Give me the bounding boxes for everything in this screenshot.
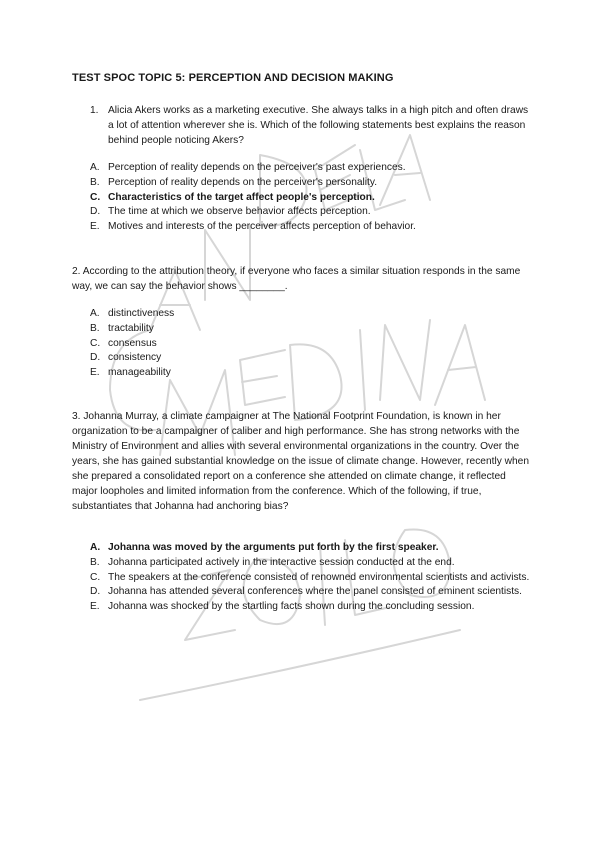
question-text: Alicia Akers works as a marketing executive. She always talks in a high pitch and often draws a lot of attention wherever she is. Which of the following statements best explains the reason behind people noticing Akers? <box>108 105 529 146</box>
option-e: E. Motives and interests of the perceiver affects perception of behavior. <box>90 221 416 233</box>
option-c: C. The speakers at the conference consisted of renowned environmental scientists and activists. <box>90 571 530 583</box>
page-title: TEST SPOC TOPIC 5: PERCEPTION AND DECISION MAKING <box>72 72 394 84</box>
option-d: D. Johanna has attended several conferences where the panel consisted of eminent scientists. <box>90 586 522 598</box>
option-b: B. Perception of reality depends on the perceiver's personality. <box>90 176 378 188</box>
option-a: A. Perception of reality depends on the perceiver's past experiences. <box>90 162 406 173</box>
question-2-text: 2. According to the attribution theory, if everyone who faces a similar situation responds in the same way, we can say the behavior shows ________. <box>72 266 521 292</box>
question-1-options <box>90 161 530 235</box>
option-c: C. consensus <box>90 337 157 349</box>
option-c-answer: C. Characteristics of the target affect people's perception. <box>90 191 375 203</box>
option-e: E. Johanna was shocked by the startling facts shown during the concluding session. <box>90 601 475 613</box>
option-b: B. tractability <box>90 322 154 334</box>
option-a-answer: A. Johanna was moved by the arguments put forth by the first speaker. <box>90 542 439 553</box>
option-b: B. Johanna participated actively in the interactive session conducted at the end. <box>90 556 455 568</box>
question-3-options <box>90 541 530 615</box>
question-3-text: 3. Johanna Murray, a climate campaigner at The National Footprint Foundation, is known in her organization to be a campaigner of caliber and high performance. She has strong networks with the Ministry of Environment and allies with several environmental organizations in the country. Over the years, she has gained substantial knowledge on the issue of climate change. However, recently when she prepared a consolidated report on a conference she attended on climate change, it reflected major loopholes and limited information from the conference. Which of the following, if true, substantiates that Johanna had anchoring bias? <box>72 411 530 512</box>
option-d: D. The time at which we observe behavior affects perception. <box>90 206 371 218</box>
option-d: D. consistency <box>90 352 162 364</box>
option-a: A. distinctiveness <box>90 308 175 319</box>
option-e: E. manageability <box>90 367 171 379</box>
question-2-options <box>90 307 530 381</box>
question-1 <box>90 103 530 148</box>
question-number: 1. <box>90 105 99 116</box>
